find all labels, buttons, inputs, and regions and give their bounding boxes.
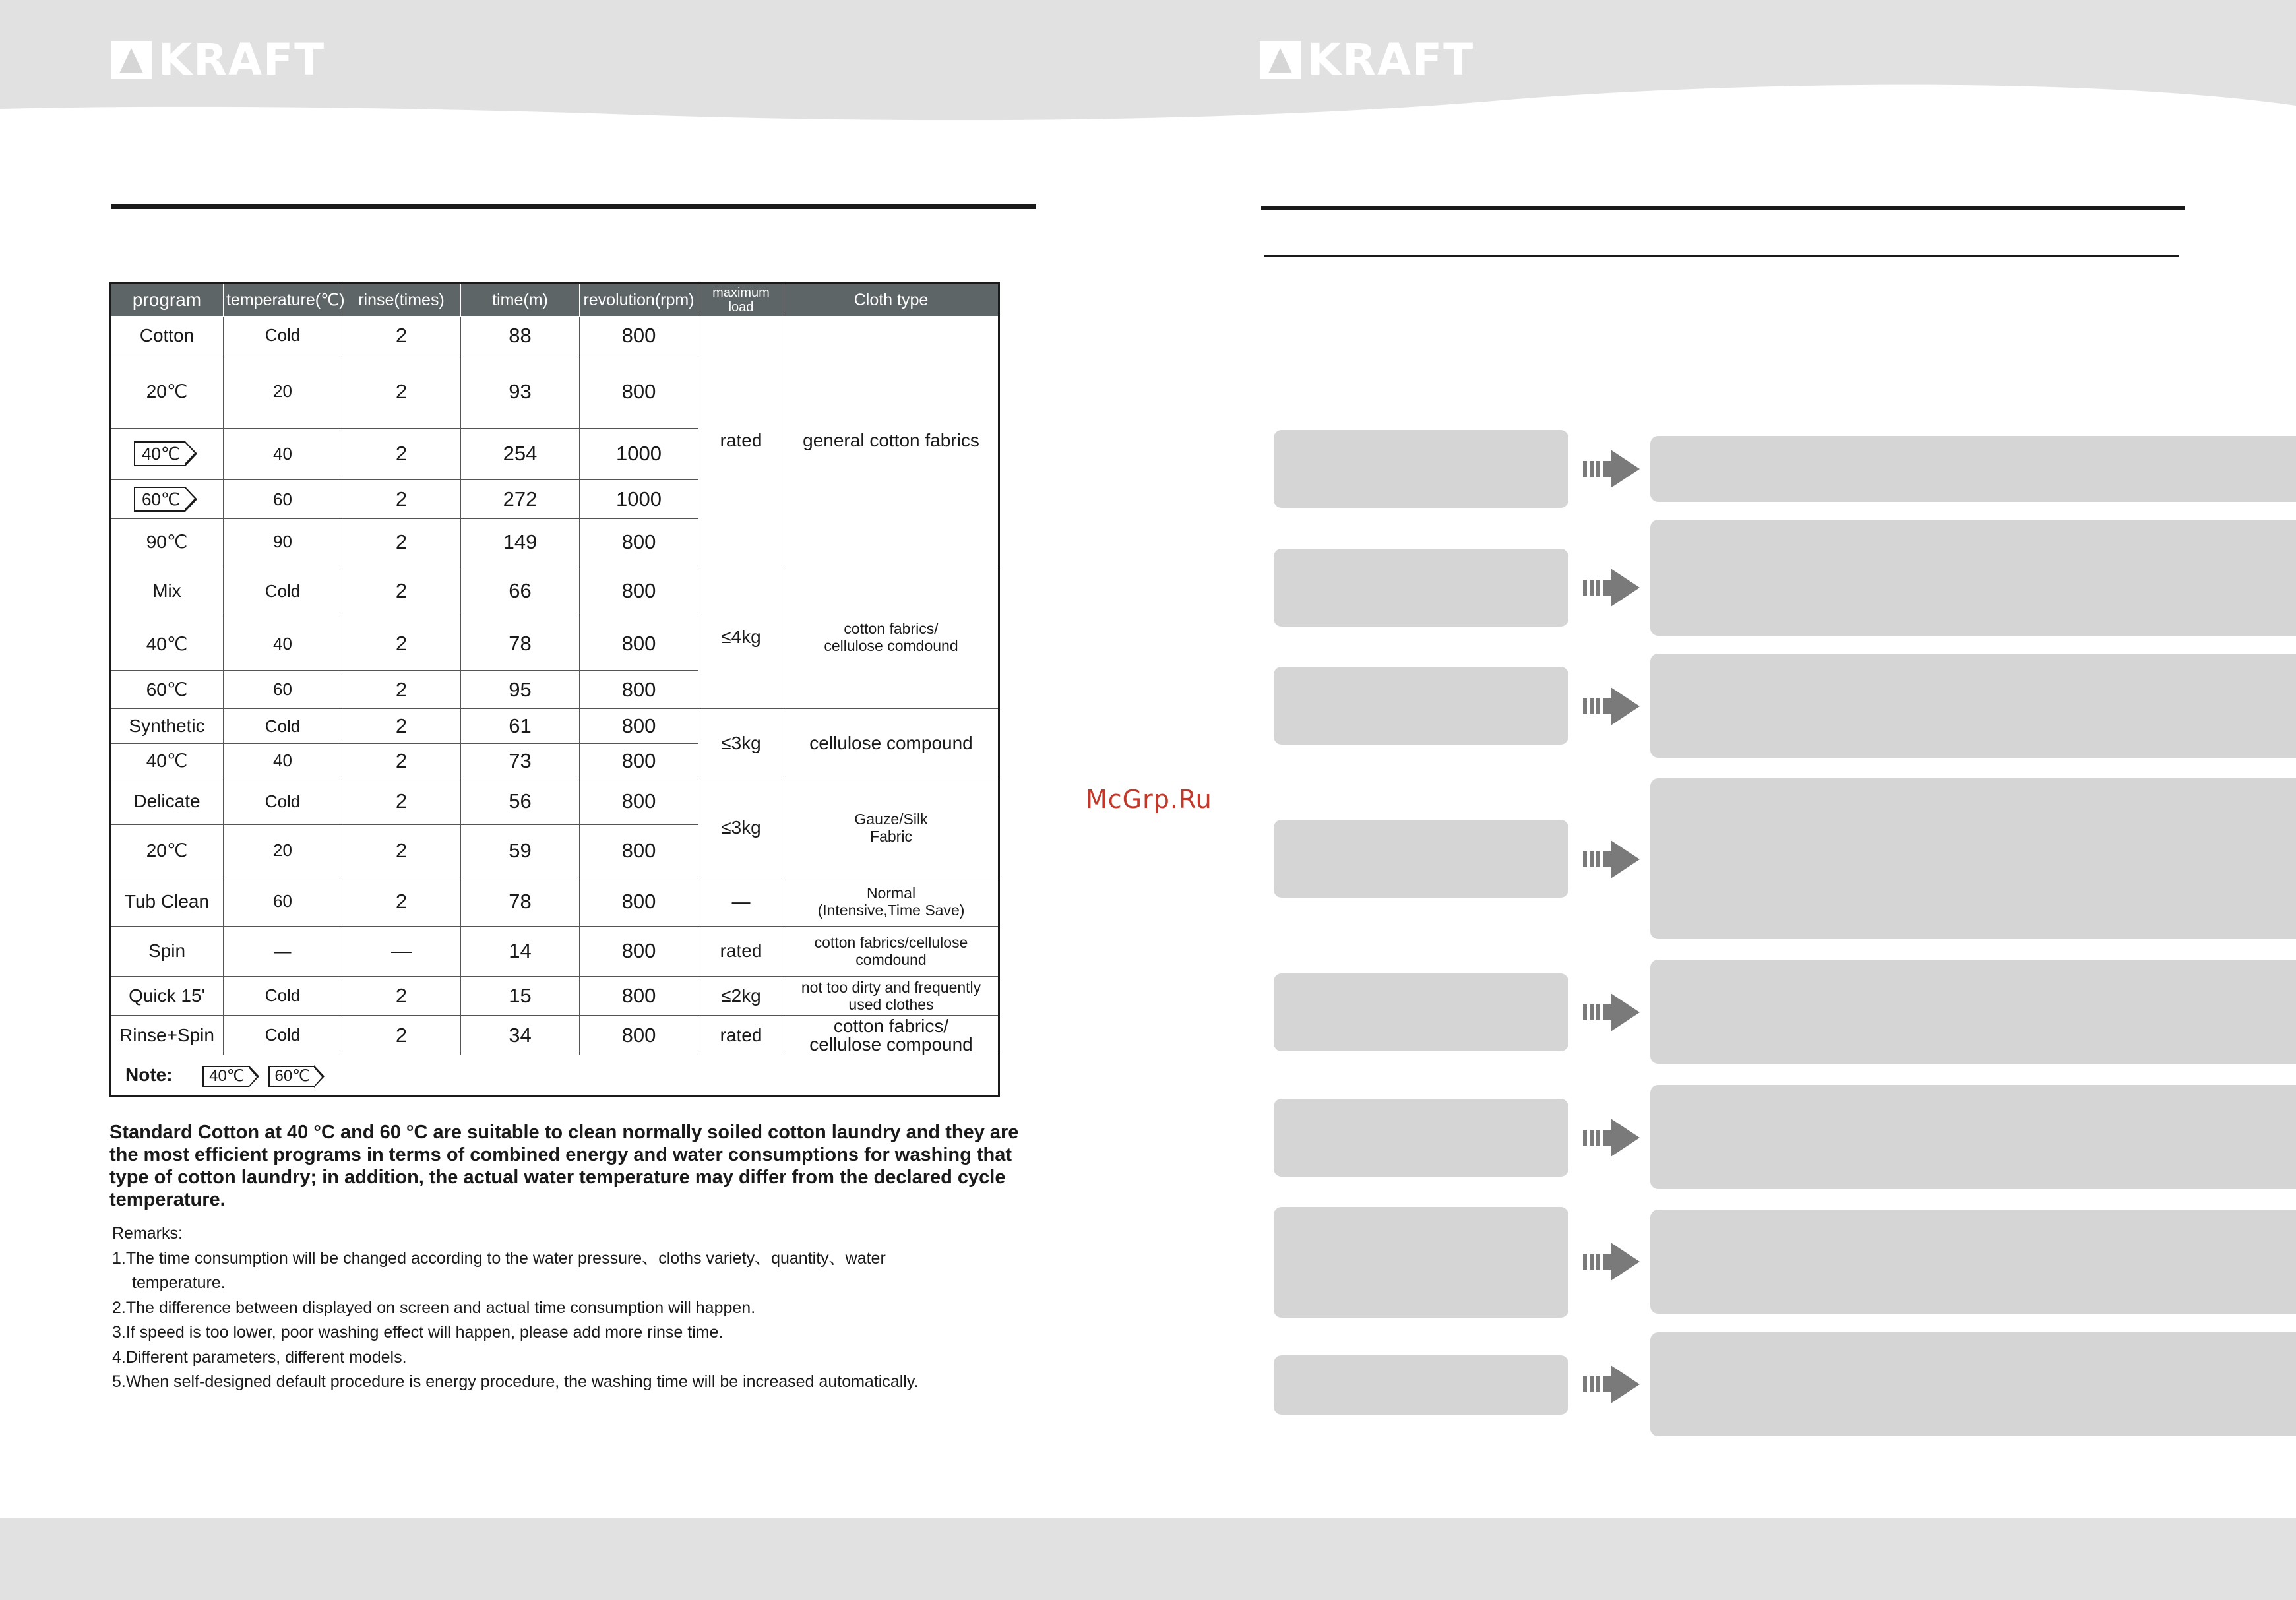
temperature-cell: Cold [224, 977, 342, 1016]
cloth-cell-synthetic: cellulose compound [784, 709, 999, 778]
program-name: 20℃ [110, 355, 224, 428]
header-temperature: temperature(℃) [224, 284, 342, 317]
table-row [110, 778, 999, 825]
temperature-cell: 60 [224, 877, 342, 926]
table-row [110, 317, 999, 355]
brand-mark-icon [1260, 41, 1301, 79]
time-cell: 73 [461, 743, 580, 778]
cloth-line: cellulose compound [809, 1033, 973, 1055]
rpm-cell: 800 [580, 617, 698, 671]
rinse-cell: 2 [342, 355, 461, 428]
cloth-line: Gauze/Silk [854, 810, 928, 828]
table-row [110, 926, 999, 977]
step-label-box [1274, 1207, 1568, 1318]
step-description-box [1650, 436, 2296, 502]
remark-item: 4.Different parameters, different models. [112, 1347, 407, 1367]
cloth-line: Normal [866, 884, 916, 902]
step-label-box [1274, 820, 1568, 898]
program-name: Quick 15' [110, 977, 224, 1016]
temperature-cell: Cold [224, 317, 342, 355]
brand-logo-right [1260, 34, 1475, 85]
rinse-cell: 2 [342, 877, 461, 926]
time-cell: 15 [461, 977, 580, 1016]
step-label-box [1274, 667, 1568, 745]
rinse-cell: 2 [342, 480, 461, 519]
step-description-box [1650, 960, 2296, 1064]
cloth-cell [784, 926, 999, 977]
load-cell-mix: ≤4kg [698, 565, 784, 709]
remark-item: 3.If speed is too lower, poor washing effect will happen, please add more rinse time. [112, 1323, 724, 1341]
energy-tag-icon: 40℃ [134, 441, 185, 466]
table-row [110, 709, 999, 743]
remarks-title: Remarks: [112, 1224, 183, 1243]
program-table [109, 282, 1000, 1097]
time-cell: 59 [461, 825, 580, 877]
time-cell: 272 [461, 480, 580, 519]
right-section-rule [1261, 206, 2185, 210]
header-time: time(m) [461, 284, 580, 317]
cloth-line: used clothes [848, 995, 934, 1013]
program-name: Rinse+Spin [110, 1015, 224, 1055]
step-description-box [1650, 1210, 2296, 1314]
remark-item: 5.When self-designed default procedure is energy procedure, the washing time will be increased automatically. [112, 1372, 919, 1391]
remark-item: 2.The difference between displayed on screen and actual time consumption will happen. [112, 1298, 756, 1317]
step-description-box [1650, 520, 2296, 636]
rinse-cell: 2 [342, 428, 461, 480]
time-cell: 149 [461, 518, 580, 565]
table-header-row [110, 284, 999, 317]
table-row [110, 565, 999, 617]
temperature-cell: 60 [224, 480, 342, 519]
left-section-rule [111, 204, 1036, 209]
arrow-right-icon [1583, 992, 1640, 1033]
rinse-cell: 2 [342, 977, 461, 1016]
cloth-line: comdound [855, 951, 927, 969]
temperature-cell: 20 [224, 355, 342, 428]
program-name: Cotton [110, 317, 224, 355]
arrow-right-icon [1583, 567, 1640, 608]
header-cloth-type: Cloth type [784, 284, 999, 317]
rpm-cell: 800 [580, 825, 698, 877]
program-name: 60℃ [110, 670, 224, 709]
time-cell: 78 [461, 617, 580, 671]
arrow-right-icon [1583, 839, 1640, 880]
program-name: Spin [110, 926, 224, 977]
watermark: McGrp.Ru [1086, 785, 1212, 814]
temperature-cell: 20 [224, 825, 342, 877]
header-band [0, 0, 2296, 125]
cloth-line: cotton fabrics/ [844, 619, 939, 637]
step-label-box [1274, 1355, 1568, 1415]
header-revolution: revolution(rpm) [580, 284, 698, 317]
note-row [110, 1055, 999, 1097]
rpm-cell: 800 [580, 518, 698, 565]
cloth-cell-delicate [784, 778, 999, 877]
program-name: 20℃ [110, 825, 224, 877]
cloth-cell [784, 877, 999, 926]
load-cell-delicate: ≤3kg [698, 778, 784, 877]
rpm-cell: 800 [580, 670, 698, 709]
rpm-cell: 800 [580, 926, 698, 977]
step-label-box [1274, 549, 1568, 627]
time-cell: 95 [461, 670, 580, 709]
load-cell: rated [698, 926, 784, 977]
header-max-load: maximum load [698, 284, 784, 317]
brand-logo-left [111, 34, 326, 85]
load-cell: — [698, 877, 784, 926]
rpm-cell: 800 [580, 977, 698, 1016]
note-label: Note: [125, 1064, 173, 1085]
step-label-box [1274, 1099, 1568, 1177]
table-row [110, 877, 999, 926]
load-cell: ≤2kg [698, 977, 784, 1016]
temperature-cell: Cold [224, 778, 342, 825]
rinse-cell: 2 [342, 778, 461, 825]
time-cell: 14 [461, 926, 580, 977]
energy-tag-icon: 60℃ [134, 487, 185, 512]
cloth-cell [784, 1015, 999, 1055]
rinse-cell: 2 [342, 670, 461, 709]
rinse-cell: 2 [342, 317, 461, 355]
brand-name: KRAFT [1307, 34, 1475, 85]
program-name: 40℃ [110, 743, 224, 778]
temperature-cell: 40 [224, 617, 342, 671]
cloth-cell [784, 977, 999, 1016]
time-cell: 254 [461, 428, 580, 480]
temperature-cell: 60 [224, 670, 342, 709]
program-name-tagged [110, 428, 224, 480]
rpm-cell: 1000 [580, 428, 698, 480]
footer-band [0, 1518, 2296, 1600]
load-cell: rated [698, 1015, 784, 1055]
rpm-cell: 800 [580, 565, 698, 617]
arrow-right-icon [1583, 1364, 1640, 1405]
time-cell: 93 [461, 355, 580, 428]
cloth-cell-cotton: general cotton fabrics [784, 317, 999, 565]
cloth-cell-mix [784, 565, 999, 709]
temperature-cell: 40 [224, 428, 342, 480]
program-name: 40℃ [110, 617, 224, 671]
cloth-line: (Intensive,Time Save) [817, 901, 965, 919]
remark-item: 1.The time consumption will be changed according to the water pressure、cloths variety、quantity、water [112, 1248, 886, 1268]
cloth-line: not too dirty and frequently [801, 978, 981, 996]
rinse-cell: 2 [342, 565, 461, 617]
time-cell: 56 [461, 778, 580, 825]
step-label-box [1274, 430, 1568, 508]
program-name: 90℃ [110, 518, 224, 565]
rpm-cell: 800 [580, 1015, 698, 1055]
rpm-cell: 1000 [580, 480, 698, 519]
temperature-cell: 40 [224, 743, 342, 778]
energy-tag-40-icon: 40℃ [202, 1066, 249, 1087]
standard-cotton-text: Standard Cotton at 40 °C and 60 °C are suitable to clean normally soiled cotton laundry and they are the most efficient programs in terms of combined energy and water consumptions for washing that type of cotton laundry; in addition, the actual water temperature may differ from the declared cycle temperature. [109, 1122, 1019, 1210]
program-name-tagged [110, 480, 224, 519]
temperature-cell: Cold [224, 565, 342, 617]
arrow-right-icon [1583, 1241, 1640, 1282]
step-description-box [1650, 778, 2296, 939]
rinse-cell: — [342, 926, 461, 977]
brand-mark-icon [111, 41, 152, 79]
step-description-box [1650, 1085, 2296, 1189]
step-description-box [1650, 1332, 2296, 1436]
energy-tag-60-icon: 60℃ [268, 1066, 315, 1087]
program-name: Synthetic [110, 709, 224, 743]
rinse-cell: 2 [342, 743, 461, 778]
program-name: Mix [110, 565, 224, 617]
time-cell: 88 [461, 317, 580, 355]
arrow-right-icon [1583, 1117, 1640, 1158]
temperature-cell: — [224, 926, 342, 977]
rinse-cell: 2 [342, 825, 461, 877]
rinse-cell: 2 [342, 709, 461, 743]
temperature-cell: 90 [224, 518, 342, 565]
rinse-cell: 2 [342, 1015, 461, 1055]
rpm-cell: 800 [580, 709, 698, 743]
cloth-line: cellulose comdound [824, 636, 958, 654]
rpm-cell: 800 [580, 355, 698, 428]
remarks [112, 1221, 1049, 1395]
time-cell: 34 [461, 1015, 580, 1055]
header-program: program [110, 284, 224, 317]
cloth-line: Fabric [870, 827, 912, 845]
temperature-cell: Cold [224, 709, 342, 743]
rinse-cell: 2 [342, 617, 461, 671]
cloth-line: cotton fabrics/cellulose [814, 934, 968, 952]
step-description-box [1650, 654, 2296, 758]
remark-item: temperature. [132, 1274, 226, 1292]
brand-name: KRAFT [158, 34, 326, 85]
arrow-right-icon [1583, 448, 1640, 489]
rpm-cell: 800 [580, 743, 698, 778]
time-cell: 78 [461, 877, 580, 926]
rpm-cell: 800 [580, 317, 698, 355]
right-thin-rule [1264, 255, 2179, 257]
load-cell-synthetic: ≤3kg [698, 709, 784, 778]
rpm-cell: 800 [580, 877, 698, 926]
time-cell: 66 [461, 565, 580, 617]
rinse-cell: 2 [342, 518, 461, 565]
time-cell: 61 [461, 709, 580, 743]
note-cell [110, 1055, 999, 1097]
cloth-line: cotton fabrics/ [833, 1015, 949, 1036]
load-cell-cotton: rated [698, 317, 784, 565]
header-rinse: rinse(times) [342, 284, 461, 317]
table-row [110, 977, 999, 1016]
rpm-cell: 800 [580, 778, 698, 825]
program-name: Tub Clean [110, 877, 224, 926]
arrow-right-icon [1583, 686, 1640, 727]
temperature-cell: Cold [224, 1015, 342, 1055]
step-label-box [1274, 973, 1568, 1051]
table-row [110, 1015, 999, 1055]
program-name: Delicate [110, 778, 224, 825]
